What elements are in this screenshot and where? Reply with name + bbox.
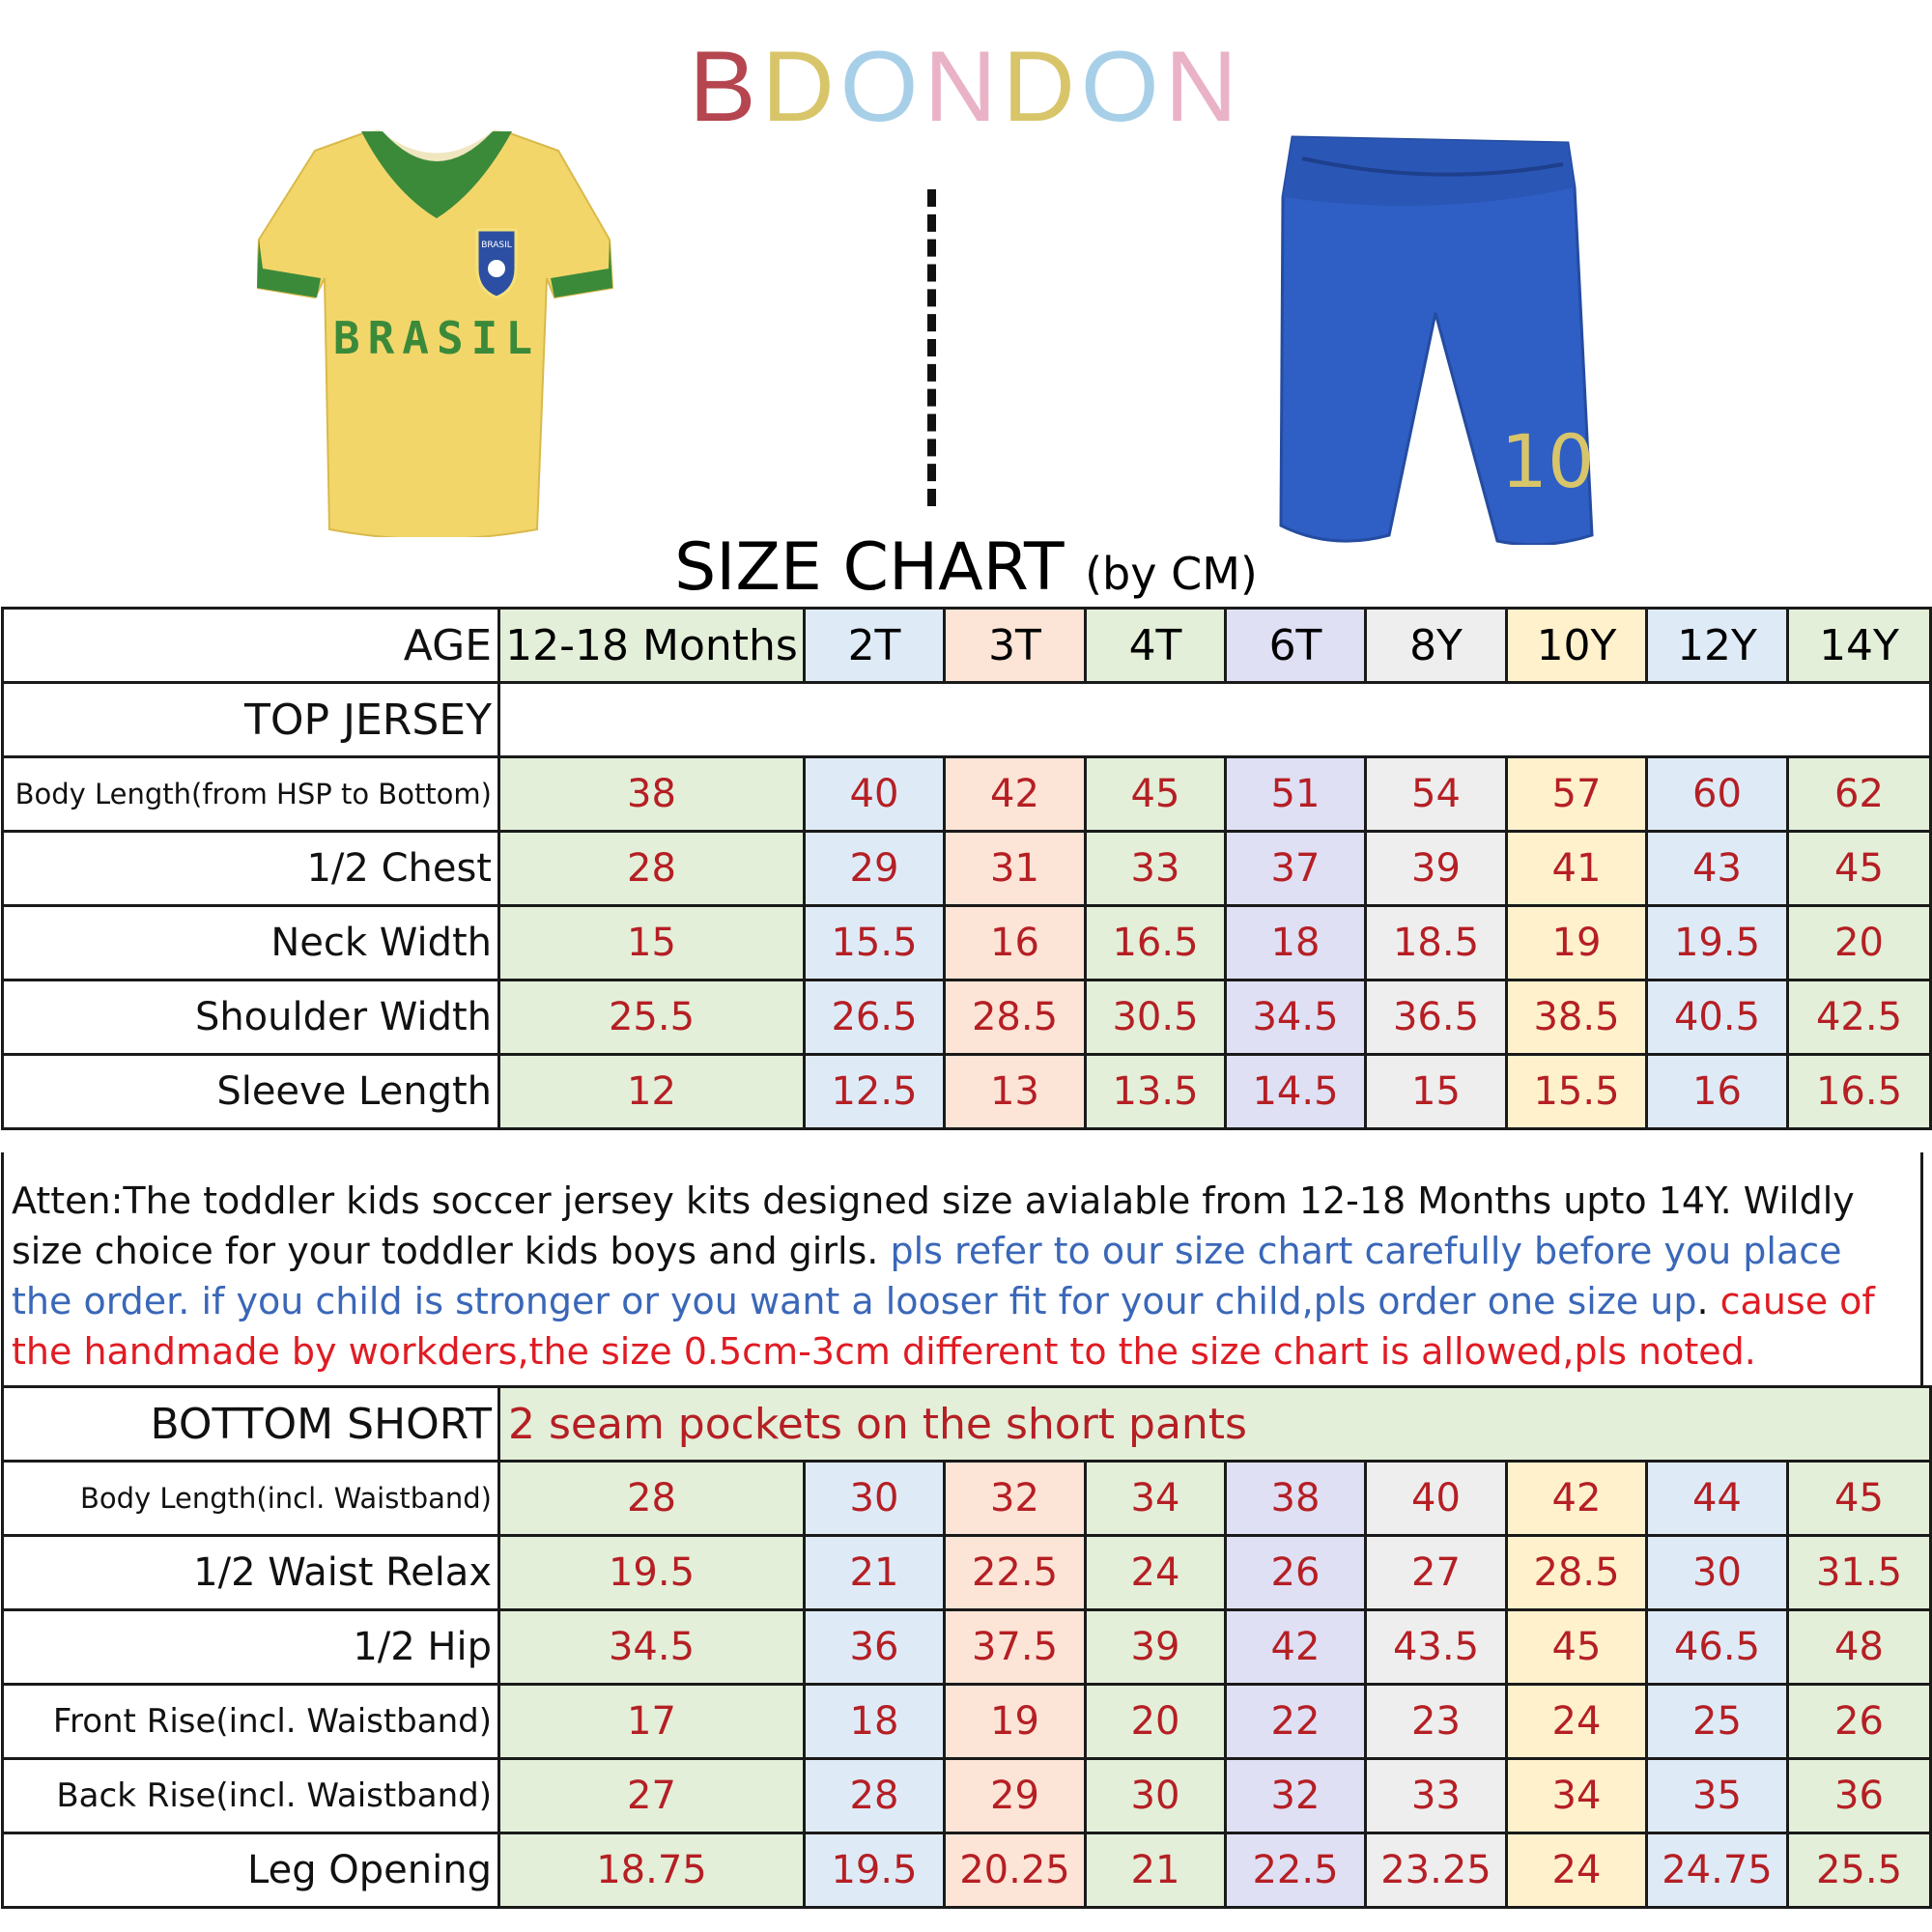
size-cell: 24.75 (1647, 1833, 1788, 1908)
brand-letter: O (1080, 31, 1165, 143)
size-cell: 36.5 (1366, 980, 1507, 1055)
size-cell: 25 (1647, 1685, 1788, 1759)
note-blue-text: pls refer to our size chart carefully before you place the order. if you child is stronger or you want a looser fit for your child,pls order one size up (12, 1230, 1842, 1322)
brand-letter: N (923, 31, 1003, 143)
size-cell: 40.5 (1647, 980, 1788, 1055)
row-label: 1/2 Hip (3, 1610, 499, 1685)
jersey-text: BRASIL (332, 312, 541, 364)
age-header: 10Y (1507, 609, 1647, 683)
size-cell: 16.5 (1086, 906, 1226, 980)
size-cell: 16 (945, 906, 1086, 980)
top-jersey-table (1, 607, 1932, 1130)
jersey-image (257, 124, 614, 537)
table-row (3, 1536, 1931, 1610)
shorts-image (1273, 129, 1602, 545)
brand-letter: N (1164, 31, 1243, 143)
row-label: 1/2 Waist Relax (3, 1536, 499, 1610)
size-cell: 40 (805, 757, 945, 832)
size-cell: 13.5 (1086, 1055, 1226, 1129)
age-header: 3T (945, 609, 1086, 683)
size-cell: 42 (1226, 1610, 1366, 1685)
top-section-label: TOP JERSEY (3, 683, 499, 757)
size-cell: 19.5 (1647, 906, 1788, 980)
age-header: 8Y (1366, 609, 1507, 683)
size-chart-title (0, 529, 1932, 612)
brand-letter: B (689, 31, 762, 143)
size-cell: 16.5 (1788, 1055, 1931, 1129)
row-label: Body Length(incl. Waistband) (3, 1462, 499, 1536)
age-header: 14Y (1788, 609, 1931, 683)
jersey-badge-text: BRASIL (481, 241, 512, 250)
size-cell: 21 (1086, 1833, 1226, 1908)
brand-logo (0, 31, 1932, 143)
size-cell: 30 (805, 1462, 945, 1536)
age-header: 2T (805, 609, 945, 683)
size-cell: 37 (1226, 832, 1366, 906)
age-header: 6T (1226, 609, 1366, 683)
size-cell: 18 (1226, 906, 1366, 980)
size-cell: 20.25 (945, 1833, 1086, 1908)
size-cell: 45 (1788, 1462, 1931, 1536)
size-cell: 18.75 (499, 1833, 805, 1908)
size-cell: 36 (1788, 1759, 1931, 1833)
row-label: 1/2 Chest (3, 832, 499, 906)
size-cell: 15 (1366, 1055, 1507, 1129)
size-cell: 43 (1647, 832, 1788, 906)
size-cell: 21 (805, 1536, 945, 1610)
size-cell: 54 (1366, 757, 1507, 832)
bottom-section-note: 2 seam pockets on the short pants (499, 1387, 1931, 1462)
size-cell: 18 (805, 1685, 945, 1759)
top-section-blank (499, 683, 1931, 757)
row-label: Front Rise(incl. Waistband) (3, 1685, 499, 1759)
row-label: Sleeve Length (3, 1055, 499, 1129)
size-cell: 15 (499, 906, 805, 980)
size-cell: 30 (1086, 1759, 1226, 1833)
size-cell: 39 (1086, 1610, 1226, 1685)
size-cell: 51 (1226, 757, 1366, 832)
size-cell: 57 (1507, 757, 1647, 832)
size-cell: 22.5 (1226, 1833, 1366, 1908)
table-row (3, 980, 1931, 1055)
size-cell: 24 (1507, 1685, 1647, 1759)
size-cell: 46.5 (1647, 1610, 1788, 1685)
size-cell: 37.5 (945, 1610, 1086, 1685)
size-cell: 35 (1647, 1759, 1788, 1833)
size-cell: 44 (1647, 1462, 1788, 1536)
size-cell: 20 (1788, 906, 1931, 980)
age-row (3, 609, 1931, 683)
size-cell: 31 (945, 832, 1086, 906)
size-cell: 24 (1507, 1833, 1647, 1908)
brand-letter: D (1002, 31, 1081, 143)
size-cell: 22.5 (945, 1536, 1086, 1610)
age-label: AGE (3, 609, 499, 683)
title-main: SIZE CHART (674, 529, 1065, 606)
table-row (3, 1462, 1931, 1536)
row-label: Back Rise(incl. Waistband) (3, 1759, 499, 1833)
size-cell: 28 (499, 832, 805, 906)
size-cell: 42.5 (1788, 980, 1931, 1055)
size-cell: 38 (499, 757, 805, 832)
table-row (3, 1610, 1931, 1685)
table-row (3, 906, 1931, 980)
size-cell: 31.5 (1788, 1536, 1931, 1610)
size-cell: 48 (1788, 1610, 1931, 1685)
size-cell: 38.5 (1507, 980, 1647, 1055)
size-cell: 14.5 (1226, 1055, 1366, 1129)
size-cell: 23 (1366, 1685, 1507, 1759)
attention-note (1, 1152, 1923, 1400)
table-row (3, 1685, 1931, 1759)
note-period: . (1696, 1280, 1720, 1322)
row-label: Leg Opening (3, 1833, 499, 1908)
size-cell: 33 (1086, 832, 1226, 906)
size-cell: 28 (499, 1462, 805, 1536)
size-cell: 39 (1366, 832, 1507, 906)
age-header: 12-18 Months (499, 609, 805, 683)
table-row (3, 832, 1931, 906)
table-row (3, 1055, 1931, 1129)
size-cell: 26 (1788, 1685, 1931, 1759)
size-cell: 28.5 (1507, 1536, 1647, 1610)
table-row (3, 1833, 1931, 1908)
bottom-section-label: BOTTOM SHORT (3, 1387, 499, 1462)
size-cell: 29 (805, 832, 945, 906)
size-cell: 15.5 (805, 906, 945, 980)
size-cell: 25.5 (1788, 1833, 1931, 1908)
size-cell: 36 (805, 1610, 945, 1685)
size-cell: 42 (945, 757, 1086, 832)
size-cell: 38 (1226, 1462, 1366, 1536)
bottom-section-row (3, 1387, 1931, 1462)
size-cell: 24 (1086, 1536, 1226, 1610)
size-cell: 18.5 (1366, 906, 1507, 980)
size-cell: 23.25 (1366, 1833, 1507, 1908)
size-cell: 20 (1086, 1685, 1226, 1759)
size-cell: 15.5 (1507, 1055, 1647, 1129)
size-cell: 41 (1507, 832, 1647, 906)
size-cell: 28 (805, 1759, 945, 1833)
row-label: Neck Width (3, 906, 499, 980)
note-black-text: Atten:The toddler kids soccer jersey kits designed size avialable from 12-18 Months upto 14Y. Wildly size choice for your toddler kids boys and girls. (12, 1179, 1855, 1272)
size-cell: 27 (1366, 1536, 1507, 1610)
size-cell: 30 (1647, 1536, 1788, 1610)
size-cell: 27 (499, 1759, 805, 1833)
row-label: Body Length(from HSP to Bottom) (3, 757, 499, 832)
size-cell: 19 (945, 1685, 1086, 1759)
size-cell: 28.5 (945, 980, 1086, 1055)
size-cell: 34.5 (1226, 980, 1366, 1055)
size-cell: 22 (1226, 1685, 1366, 1759)
note-red-text: cause of the handmade by workders,the size 0.5cm-3cm different to the size chart is allowed,pls noted. (12, 1280, 1875, 1373)
bottom-short-table (1, 1385, 1932, 1909)
age-header: 4T (1086, 609, 1226, 683)
size-cell: 42 (1507, 1462, 1647, 1536)
size-cell: 26 (1226, 1536, 1366, 1610)
size-cell: 19 (1507, 906, 1647, 980)
shorts-number: 10 (1500, 418, 1595, 504)
divider-line (927, 189, 936, 506)
size-cell: 16 (1647, 1055, 1788, 1129)
size-cell: 33 (1366, 1759, 1507, 1833)
size-cell: 34 (1507, 1759, 1647, 1833)
brand-letter: O (839, 31, 924, 143)
size-cell: 62 (1788, 757, 1931, 832)
size-cell: 30.5 (1086, 980, 1226, 1055)
size-cell: 34 (1086, 1462, 1226, 1536)
size-cell: 34.5 (499, 1610, 805, 1685)
size-cell: 45 (1086, 757, 1226, 832)
size-cell: 32 (945, 1462, 1086, 1536)
size-cell: 13 (945, 1055, 1086, 1129)
age-header: 12Y (1647, 609, 1788, 683)
size-cell: 60 (1647, 757, 1788, 832)
size-cell: 32 (1226, 1759, 1366, 1833)
row-label: Shoulder Width (3, 980, 499, 1055)
size-cell: 26.5 (805, 980, 945, 1055)
size-cell: 25.5 (499, 980, 805, 1055)
table-row (3, 1759, 1931, 1833)
brand-letter: D (761, 31, 840, 143)
size-cell: 40 (1366, 1462, 1507, 1536)
size-cell: 12.5 (805, 1055, 945, 1129)
size-cell: 19.5 (805, 1833, 945, 1908)
size-cell: 29 (945, 1759, 1086, 1833)
size-cell: 17 (499, 1685, 805, 1759)
size-cell: 43.5 (1366, 1610, 1507, 1685)
size-cell: 19.5 (499, 1536, 805, 1610)
top-section-row (3, 683, 1931, 757)
size-cell: 45 (1507, 1610, 1647, 1685)
title-unit: (by CM) (1085, 548, 1258, 600)
table-row (3, 757, 1931, 832)
size-cell: 45 (1788, 832, 1931, 906)
size-cell: 12 (499, 1055, 805, 1129)
